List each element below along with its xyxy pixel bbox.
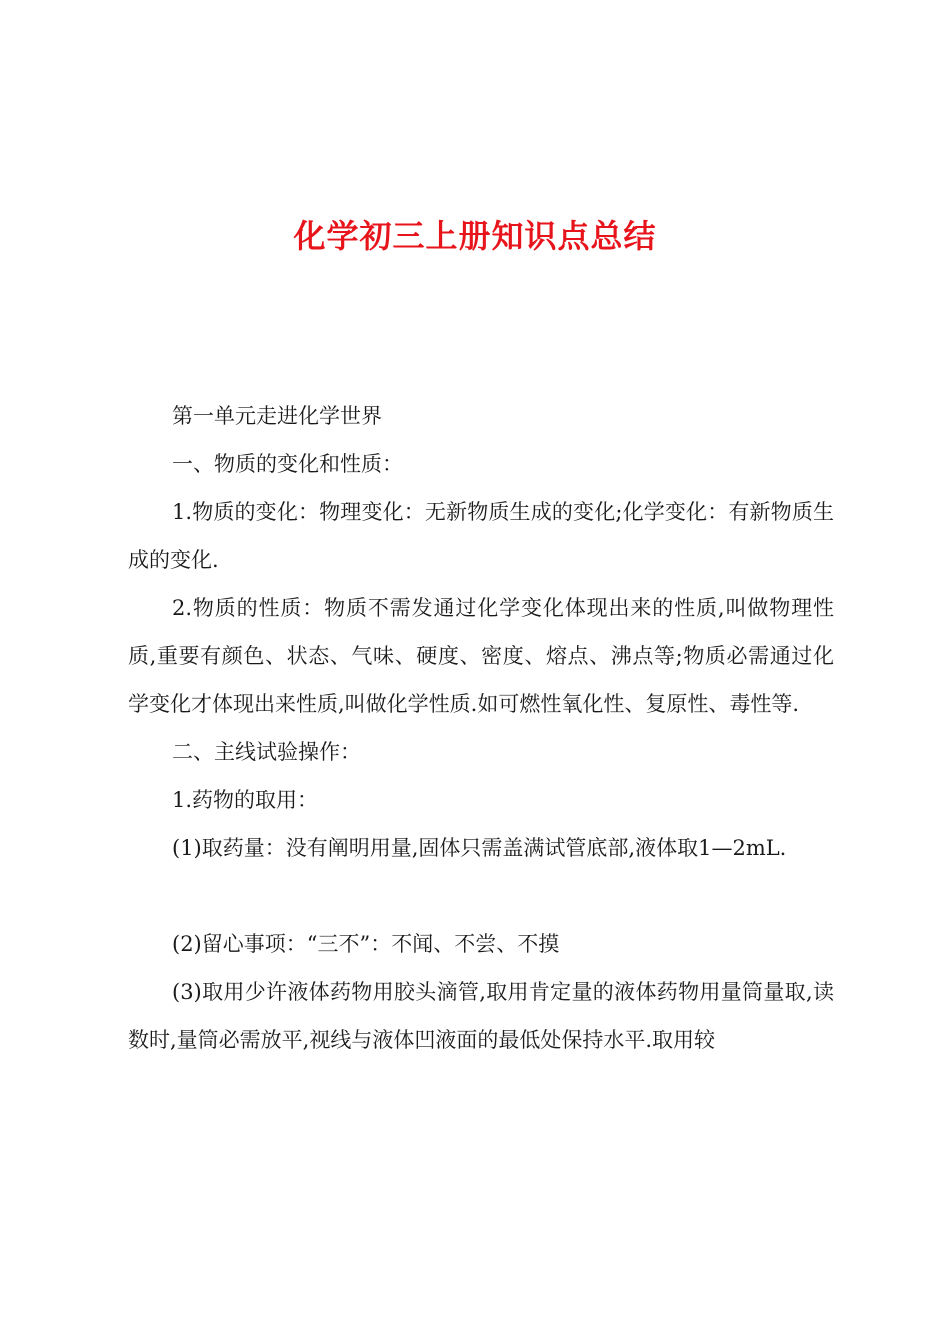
section-heading-1: 一、物质的变化和性质：	[172, 452, 403, 476]
section-heading-2: 二、主线试验操作：	[172, 740, 361, 764]
paragraph-liquid-handling: (3)取用少许液体药物用胶头滴管,取用肯定量的液体药物用量筒量取,读数时,量筒必需放平,视线与液体凹液面的最低处保持水平.取用较	[128, 980, 834, 1052]
paragraph-changes: 1.物质的变化：物理变化：无新物质生成的变化;化学变化：有新物质生成的变化.	[128, 500, 834, 572]
unit-heading: 第一单元走进化学世界	[172, 404, 382, 428]
subsection-heading: 1.药物的取用：	[172, 788, 319, 812]
paragraph-dosage: (1)取药量：没有阐明用量,固体只需盖满试管底部,液体取1—2mL.	[172, 836, 787, 860]
paragraph-properties: 2.物质的性质：物质不需发通过化学变化体现出来的性质,叫做物理性质,重要有颜色、状态、气味、硬度、密度、熔点、沸点等;物质必需通过化学变化才体现出来性质,叫做化学性质.如可燃性氧化性、复原性、毒性等.	[128, 596, 834, 716]
document-body	[128, 392, 834, 1064]
document-title: 化学初三上册知识点总结	[293, 217, 657, 255]
paragraph-precautions: (2)留心事项：“三不”：不闻、不尝、不摸	[172, 932, 560, 956]
